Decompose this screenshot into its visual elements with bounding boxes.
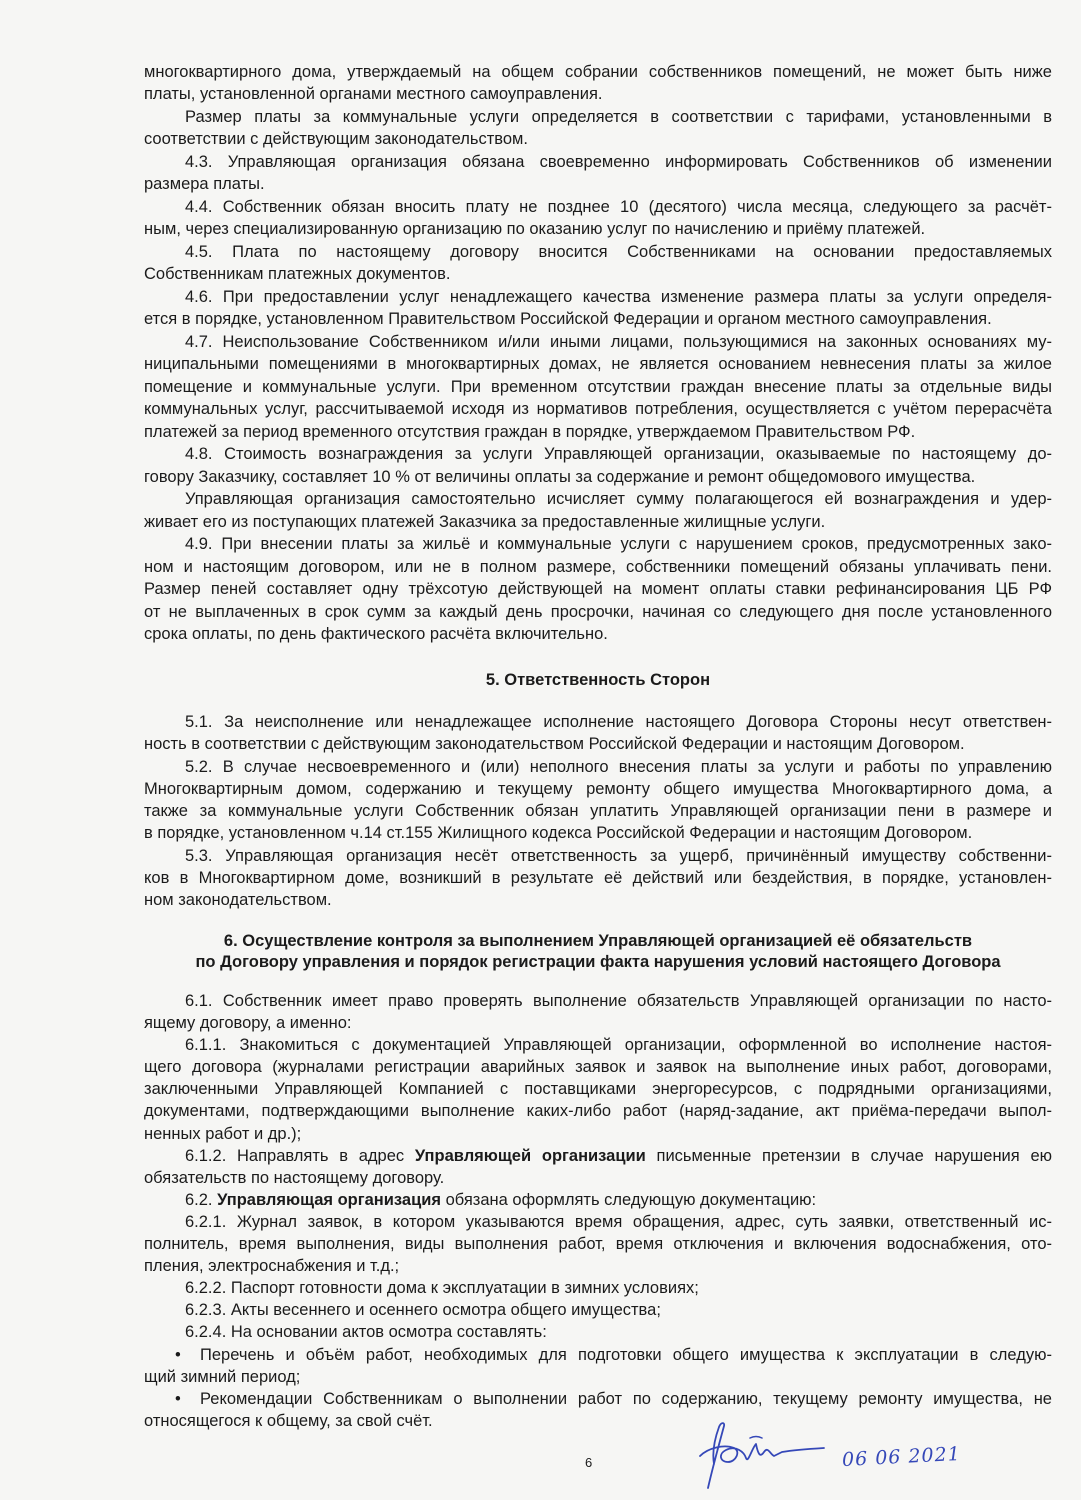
text-line: 4.3. Управляющая организация обязана своевременно информировать Собственников об изменении (185, 152, 1052, 171)
clause-6-2-2 (144, 1277, 1052, 1299)
text-line: ящему договору, а именно: (144, 1014, 352, 1033)
text-line: платы, установленной органами местного самоуправления. (144, 85, 603, 104)
text-line: Многоквартирным домом, содержанию и текущему ремонту общего имущества Многоквартирного дома, а (144, 779, 1052, 798)
text-line: также за коммунальные услуги Собственник обязан уплатить Управляющей организации пени в размере и (144, 802, 1052, 820)
text-line: ность в соответствии с действующим законодательством Российской Федерации и настоящим Договором. (144, 735, 965, 754)
text-line: от не выплаченных в срок сумм за каждый день просрочки, начиная со следующего дня после установленного (144, 602, 1052, 621)
text-line (144, 1145, 1052, 1167)
text-line: 4.9. При внесении платы за жильё и коммунальные услуги с нарушением сроков, предусмотренных зако- (185, 535, 1052, 554)
text-line: 6.2.2. Паспорт готовности дома к эксплуатации в зимних условиях; (185, 1279, 699, 1298)
clause-6-1-2 (144, 1145, 1052, 1189)
text-line: ненных работ и др.); (144, 1124, 302, 1143)
text-line: пления, электроснабжения и т.д.; (144, 1257, 400, 1276)
text-line: ков в Многоквартирном доме, возникший в результате её действий или бездействия, в порядке, установлен- (144, 868, 1052, 887)
text-line: Собственникам платежных документов. (144, 265, 451, 284)
text-line: 6.2.1. Журнал заявок, в котором указываются время обращения, адрес, суть заявки, ответственный ис- (185, 1212, 1052, 1231)
text-line: срока оплаты, по день фактического расчёта включительно. (144, 625, 608, 644)
text-segment: Рекомендации Собственникам о выполнении работ по содержанию, текущему ремонту имущества, не (200, 1389, 1052, 1408)
text-line: 4.5. Плата по настоящему договору вносится Собственниками на основании предоставляемых (185, 242, 1052, 261)
text-line: многоквартирного дома, утверждаемый на общем собрании собственников помещений, не может быть ниже (144, 63, 1052, 81)
text-segment: Перечень и объём работ, необходимых для подготовки общего имущества к эксплуатации в следую- (200, 1345, 1052, 1364)
clause-6-2 (144, 1189, 1052, 1211)
text-line: щего договора (журналами регистрации аварийных заявок и заявок на выполнение иных работ, договорами, (144, 1058, 1052, 1077)
text-line: ным, через специализированную организацию по оказанию услуг по начислению и приёму платежей. (144, 220, 926, 239)
text-segment: 6.2. (185, 1190, 218, 1209)
section-6 (144, 990, 1052, 1432)
clause-6-2-4 (144, 1321, 1052, 1343)
text-line: 5.2. В случае несвоевременного и (или) неполного внесения платы за услуги и работы по управлению (185, 757, 1052, 776)
text-line: 4.4. Собственник обязан вносить плату не позднее 10 (десятого) числа месяца, следующего за расчёт- (185, 197, 1052, 216)
text-line: 6.1.1. Знакомиться с документацией Управляющей организации, оформленной во исполнение настоя- (185, 1036, 1052, 1055)
text-line: обязательств по настоящему договору. (144, 1168, 445, 1187)
bullet-icon: • (175, 1389, 181, 1408)
clause-4-4 (144, 196, 1052, 241)
text-line: 6.1. Собственник имеет право проверять выполнение обязательств Управляющей организации по насто- (185, 992, 1052, 1010)
text-line: ном законодательством. (144, 891, 332, 909)
section-5 (144, 711, 1052, 911)
text-line: в порядке, установленном ч.14 ст.155 Жилищного кодекса Российской Федерации и настоящим Договором. (144, 824, 973, 843)
text-line: 4.7. Неиспользование Собственником и/или иными лицами, пользующимися на законных основаниях му- (185, 332, 1052, 351)
clause-6-1 (144, 990, 1052, 1034)
text-line: относящегося к общему, за свой счёт. (144, 1411, 433, 1430)
clause-4-3 (144, 151, 1052, 196)
text-line: платежей за период временного отсутствия граждан в порядке, утверждаемом Правительством РФ. (144, 422, 916, 441)
section-title: 5. Ответственность Сторон (485, 671, 711, 689)
clause-4-2-tail (144, 61, 1052, 106)
text-line: заключенными Управляющей Компанией с поставщиками энергоресурсов, с подрядными организациями, (144, 1080, 1052, 1099)
text-line: 5.1. За неисполнение или ненадлежащее исполнение настоящего Договора Стороны несут ответствен- (185, 713, 1052, 731)
text-line: щий зимний период; (144, 1367, 301, 1386)
text-segment: письменные претензии в случае нарушения ею (645, 1146, 1052, 1165)
text-line: 5.3. Управляющая организация несёт ответственность за ущерб, причинённый имуществу собственни- (185, 846, 1052, 865)
text-line: живает его из поступающих платежей Заказчика за предоставленные жилищные услуги. (144, 512, 826, 531)
page-number: 6 (585, 1455, 593, 1470)
handwritten-date: 06 06 2021 (841, 1442, 962, 1472)
text-line: говору Заказчику, составляет 10 % от величины оплаты за содержание и ремонт общедомового имущества. (144, 467, 976, 486)
text-line: Управляющая организация самостоятельно исчисляет сумму полагающегося ей вознаграждения и удер- (185, 490, 1052, 509)
clause-5-1 (144, 711, 1052, 756)
text-line: ется в порядке, установленном Правительством Российской Федерации и органом местного самоуправления. (144, 310, 992, 329)
section-6-heading (144, 931, 1052, 972)
clause-6-2-3 (144, 1299, 1052, 1321)
section-4-continuation (144, 61, 1052, 646)
clause-6-1-1 (144, 1034, 1052, 1144)
section-title-line: 6. Осуществление контроля за выполнением Управляющей организацией её обязательств (223, 932, 973, 950)
bullet-icon: • (175, 1345, 181, 1364)
bold-text-segment: Управляющей организации (414, 1146, 646, 1165)
clause-6-2-1 (144, 1211, 1052, 1277)
text-line (144, 1344, 1052, 1366)
handwritten-signature (694, 1418, 829, 1493)
clause-4-6 (144, 286, 1052, 331)
text-line (144, 1189, 1052, 1211)
text-line: полнитель, время выполнения, виды выполнения работ, время отключения и включения водоснабжения, ото- (144, 1235, 1052, 1254)
bullet-item (144, 1344, 1052, 1388)
section-5-heading (144, 669, 1052, 691)
text-line: документами, подтверждающими выполнение каких-либо работ (наряд-задание, акт приёма-передачи выпол- (144, 1102, 1052, 1121)
text-line: ном и настоящим договором, или не в полном размере, собственники помещений обязаны уплачивать пени. (144, 557, 1052, 576)
text-line: 4.8. Стоимость вознаграждения за услуги Управляющей организации, оказываемые по настоящему до- (185, 445, 1052, 464)
text-line: 4.6. При предоставлении услуг ненадлежащего качества изменение размера платы за услуги определя- (185, 287, 1052, 306)
text-line: соответствии с действующим законодательством. (144, 130, 528, 149)
clause-4-5 (144, 241, 1052, 286)
clause-4-8-fee-retention (144, 488, 1052, 533)
text-segment: 6.1.2. Направлять в адрес (185, 1146, 415, 1165)
section-title-line: по Договору управления и порядок регистрации факта нарушения условий настоящего Договора (195, 952, 1001, 971)
text-line: 6.2.3. Акты весеннего и осеннего осмотра общего имущества; (185, 1301, 661, 1320)
text-line: Размер платы за коммунальные услуги определяется в соответствии с тарифами, установленными в (185, 107, 1052, 126)
text-line: помещение и коммунальные услуги. При временном отсутствии граждан внесение платы за отдельные виды (144, 377, 1052, 396)
clause-utility-fee (144, 106, 1052, 151)
clause-5-3 (144, 845, 1052, 912)
text-line: Размер пеней составляет одну трёхсотую действующей на момент оплаты ставки рефинансирования ЦБ РФ (144, 580, 1052, 599)
text-line: ниципальными помещениями в многоквартирных домах, не является основанием невнесения платы за жилое (144, 355, 1052, 374)
text-line: размера платы. (144, 175, 265, 194)
clause-4-8 (144, 443, 1052, 488)
text-line (144, 1388, 1052, 1410)
clause-4-7 (144, 331, 1052, 443)
clause-5-2 (144, 756, 1052, 845)
bold-text-segment: Управляющая организация (217, 1190, 441, 1209)
text-line: коммунальных услуг, рассчитываемой исходя из нормативов потребления, осуществляется с учётом перерасчёта (144, 400, 1052, 419)
text-line: 6.2.4. На основании актов осмотра составлять: (185, 1323, 547, 1342)
bullet-item (144, 1388, 1052, 1432)
text-segment: обязана оформлять следующую документацию: (441, 1190, 817, 1209)
clause-4-9 (144, 533, 1052, 645)
